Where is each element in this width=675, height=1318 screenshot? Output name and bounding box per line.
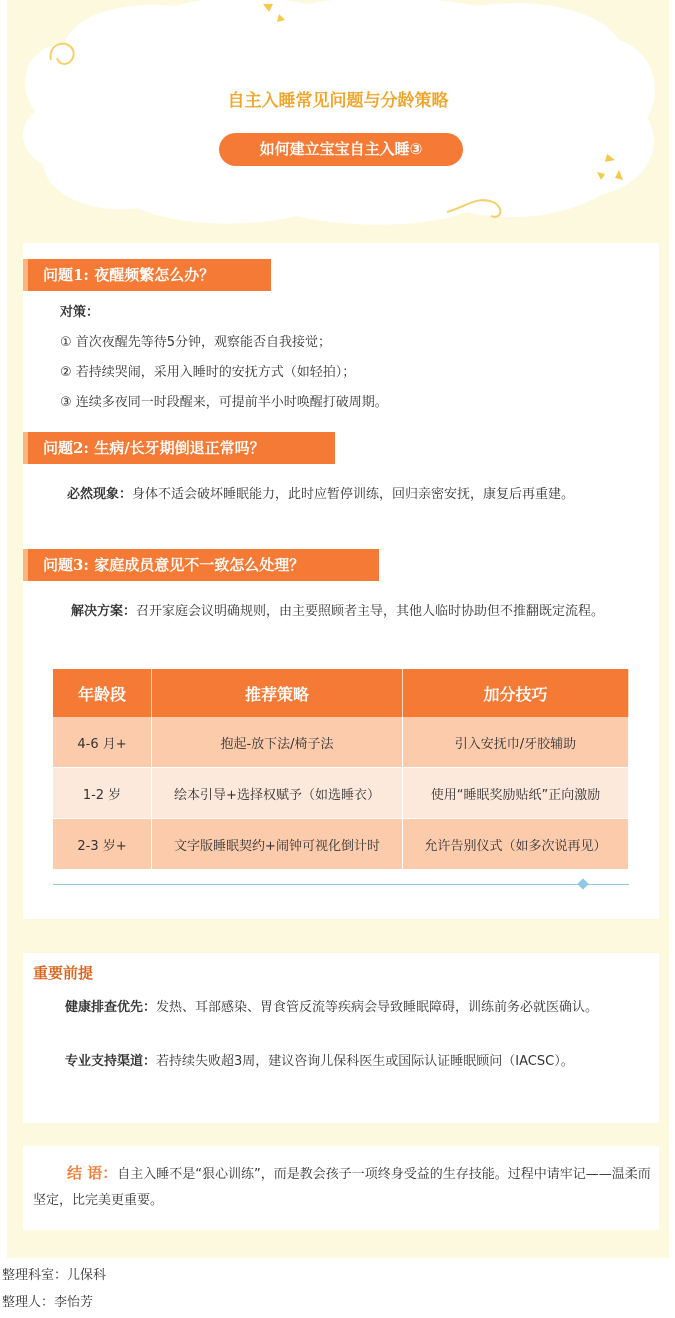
table-header-age: 年龄段 xyxy=(53,669,152,717)
table-cell: 引入安抚巾/牙胶辅助 xyxy=(403,717,629,768)
conclusion-card xyxy=(23,1146,659,1230)
footer-dept: 整理科室：儿保科 xyxy=(2,1268,107,1283)
table-header-strategy: 推荐策略 xyxy=(152,669,403,717)
table-cell: 文字版睡眠契约+闹钟可视化倒计时 xyxy=(152,819,403,870)
premise-paragraph-2 xyxy=(33,1049,651,1075)
table-cell: 使用“睡眠奖励贴纸”正向激励 xyxy=(403,768,629,819)
table-cell: 抱起-放下法/椅子法 xyxy=(152,717,403,768)
conclusion-paragraph xyxy=(33,1160,651,1214)
q3-paragraph xyxy=(39,600,645,624)
q1-item-1: ① 首次夜醒先等待5分钟，观察能否自我接觉； xyxy=(60,335,332,350)
table-cell: 1-2 岁 xyxy=(53,768,152,819)
qa-card xyxy=(23,243,659,919)
q3-text: 召开家庭会议明确规则，由主要照顾者主导，其他人临时协助但不推翻既定流程。 xyxy=(136,604,605,619)
q1-label: 对策： xyxy=(60,305,100,320)
question-3-title: 问题3: 家庭成员意见不一致怎么处理？ xyxy=(43,556,305,574)
q1-item-3: ③ 连续多夜同一时段醒来，可提前半小时唤醒打破周期。 xyxy=(60,395,388,410)
conclusion-label: 结 语： xyxy=(67,1164,118,1182)
q2-text: 身体不适会破坏睡眠能力，此时应暂停训练，回归亲密安抚，康复后再重建。 xyxy=(132,487,575,502)
question-3-bar xyxy=(23,549,379,581)
table-row xyxy=(53,819,629,870)
premise-2-label: 专业支持渠道： xyxy=(65,1054,157,1069)
q3-label: 解决方案： xyxy=(71,604,137,619)
question-2-bar xyxy=(23,432,335,464)
table-cell: 允许告别仪式（如多次说再见） xyxy=(403,819,629,870)
cloud-decoration xyxy=(7,0,669,230)
table-header-tips: 加分技巧 xyxy=(403,669,629,717)
divider-diamond xyxy=(577,878,588,889)
question-1-bar xyxy=(23,259,271,291)
premise-card xyxy=(23,953,659,1123)
question-2-title: 问题2: 生病/长牙期倒退正常吗？ xyxy=(43,439,265,457)
table-row xyxy=(53,768,629,819)
conclusion-text: 自主入睡不是“狠心训练”，而是教会孩子一项终身受益的生存技能。过程中请牢记——温柔而坚定，比完美更重要。 xyxy=(33,1167,651,1208)
q2-paragraph xyxy=(31,483,651,507)
table-cell: 绘本引导+选择权赋予（如选睡衣） xyxy=(152,768,403,819)
premise-title: 重要前提 xyxy=(33,964,94,982)
page-title: 自主入睡常见问题与分龄策略 xyxy=(227,91,449,111)
q1-item-2: ② 若持续哭闹，采用入睡时的安抚方式（如轻拍）； xyxy=(60,365,356,380)
page-frame xyxy=(7,0,669,1258)
premise-1-text: 发热、耳部感染、胃食管反流等疾病会导致睡眠障碍，训练前务必就医确认。 xyxy=(156,1000,599,1015)
question-1-title: 问题1: 夜醒频繁怎么办？ xyxy=(43,266,215,284)
table-cell: 4-6 月+ xyxy=(53,717,152,768)
footer-author: 整理人：李怡芳 xyxy=(2,1295,94,1310)
divider-line xyxy=(53,884,629,885)
premise-1-label: 健康排查优先： xyxy=(65,1000,157,1015)
age-strategy-table xyxy=(53,669,629,870)
subtitle-pill: 如何建立宝宝自主入睡③ xyxy=(219,133,463,166)
table-header-row xyxy=(53,669,629,717)
q2-label: 必然现象： xyxy=(67,487,133,502)
table-row xyxy=(53,717,629,768)
premise-paragraph-1 xyxy=(33,995,651,1021)
table-cell: 2-3 岁+ xyxy=(53,819,152,870)
premise-2-text: 若持续失败超3周，建议咨询儿保科医生或国际认证睡眠顾问（IACSC）。 xyxy=(156,1054,574,1069)
